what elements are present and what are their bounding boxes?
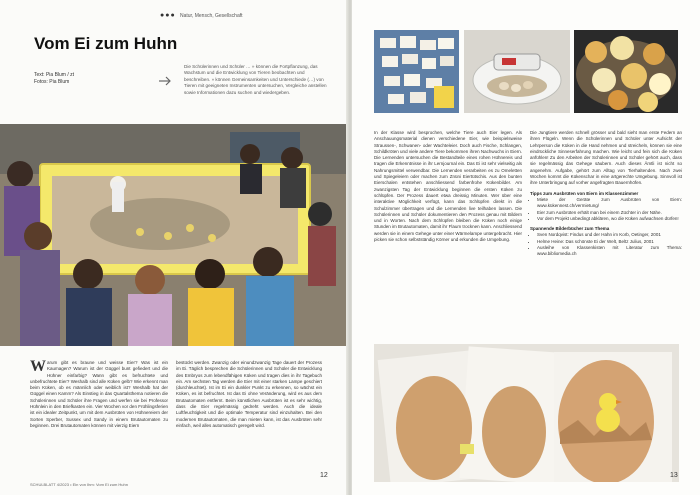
right-column-1: In der Klasse wird besprochen, welche Tiere auch Eier legen. Als Anschauungsmaterial dienen verschiedene Eier, wie beispielsweise Straussen-, Schwanen- oder Wachteleier. Doch auch Fische, Schlangen, Schildkröten und viele andere Tiere bekommen ihren Nachwuchs in Eiern. Die Lernenden untersuchen die Bestandteile eines rohen Hühnereis und tragen die Erkenntnisse in ihr Lernjournal ein. Das Ei ist sehr vielseitig als Nahrungsmittel verwendbar. Die Lernenden verarbeiten es zu Omeletten und Spiegeleiern oder machen zum Znüni Eiertütschis. Aus den bunten Eierschalen entstehen anschliessend farbenfrohe Kükenbilder. Am zwanzigsten Tag der Entwicklung beginnen die ersten Küken zu schlüpfen. Der Prozess dauert etwa dreissig Minuten. Wer über eine interaktive Möglichkeit verfügt, kann das Schlüpfen direkt in die Schulzimmer übertragen und die Lernenden live teilhaben lassen. Die Schülerinnen und Schüler dokumentieren den Prozess genau mit Bildern und in Worten. Nach dem Schlüpfen bleiben die Küken noch einige Stunden im Brutautomaten, damit ihr Flaum trocknen kann. Anschliessend werden sie in einem Gehege unter einer Wärmelampe untergebracht. Hier picken sie schon selbstständig Körner und erkunden die Umgebung. (374, 130, 522, 243)
books-list (530, 232, 682, 257)
classroom-scene (0, 124, 350, 346)
photo-incubator (464, 30, 570, 113)
byline (34, 72, 74, 86)
rubric-dots: ●●● (160, 12, 176, 19)
left-column-2: bestückt werden. Zwanzig oder einundzwanzig Tage dauert der Prozess im Ei. Täglich besprechen die Schülerinnen und Schüler die Entwicklung des Embryos zum lebendfähigen Küken und tragen dies in ihr Tagebuch ein. Am sechsten Tag werden die Eier mit einer starken Lampe geschiert (durchleuchtet). Ist im Ei ein dunkler Punkt zu erkennen, so wächst ein Küken, es ist befruchtet. Ist das Ei ohne Veränderung, wird es aus dem Brutautomaten entfernt. Beim künstlichen Ausbrüten ist es sehr wichtig, dass die Eier regelmässig gedreht werden. Auch die ideale Luftfeuchtigkeit und die optimale Temperatur sind einzuhalten. Bei den modernen Brutautomaten, die man mieten kann, ist das Ausbrüten sehr einfach, weil alles automatisch geregelt wird. (176, 360, 322, 428)
tips-item-1: • Miete der Geräte zum Ausbrüten von Eiern: www.kükennest.ch/vermietung/ (537, 197, 682, 210)
page-number-left: 12 (320, 472, 328, 479)
right-column-2-text: Die Jungtiere werden schnell grösser und bald sieht man erste Federn an ihren Flügeln. Wenn die Schülerinnen und Schüler unter Aufsicht der Lehrperson die Küken in die Hand nehmen und streicheln, können sie eine eindrückliche Sinneserfahrung machen. Wie leicht und fein sich die Küken anfühlen! Zu den Arbeiten der Schülerinnen und Schüler gehört auch, dass sie regelmässig das Gehege säubern. Auch dieses Ämtli ist nicht so angenehm. Aufgabe, gehört zum Alltag von Tierhaltenden. Nach zwei Wochen kommt die Kükenschar in eine artgerechte Umgebung. Sinnvoll ist ihre Unterbringung auf vorher angefragten Bauernhöfen. (530, 130, 682, 186)
tips-item-2: • Eier zum Ausbrüten erhält man bei einem Züchter in der Nähe. (537, 210, 682, 216)
chicks-image (574, 30, 678, 113)
photo-credit: Fotos: Pia Blum (34, 79, 70, 85)
books-item-1: • Sven Nordqvist: Findus und der Hahn im Korb, Oetinger, 2001 (537, 232, 682, 238)
books-item-3: • Ausleihe von Klassenkisten mit Literatur zum Thema: www.bibliomedia.ch (537, 245, 682, 258)
classroom-photo (0, 124, 350, 346)
tips-list (530, 197, 682, 222)
incubator-image (464, 30, 570, 113)
egg-craft-image (374, 344, 679, 482)
books-item-2: • Helme Heine: Das schönste Ei der Welt, Beltz Julius, 2001 (537, 239, 682, 245)
rubric-label: Natur, Mensch, Gesellschaft (180, 13, 243, 19)
left-column-1-text: arum gibt es braune und weisse Eier? Was ist ein Kaumagen? Warum ist der Güggel bunt gefiedert und die Hühner einfarbig? Wann gibt es befruchtete und unbefruchtete Eier? Weshalb sind alle Küken gelb? Wie erkennt man beim Küken, ob es männlich oder weiblich ist? Weshalb hat der Güggel einen Kamm? Als Einstieg in das Quartalsthema notieren die Schülerinnen und Schüler ihre Fragen und werfen sie bei Professor Hühnlein in den Briefkasten ein. Vier Wochen vor den Frühlingsferien ist ein idealer Zeitpunkt, um mit dem Ausbrüten von Hühnereiern der Sorten Sperber, Sussex und Sandy in einem Brutautomaten zu beginnen. Drei Brutautomaten können mit vierzig Eiern (30, 360, 168, 428)
photo-egg-crafts (374, 344, 679, 482)
right-column-2 (530, 130, 682, 258)
left-column-1 (30, 360, 168, 429)
tips-heading: Tipps zum Ausbrüten von Eiern im Klassenzimmer (530, 190, 639, 196)
text-credit: Text: Pia Blum / zt (34, 72, 75, 78)
photo-wall-notes (374, 30, 459, 113)
article-title: Vom Ei zum Huhn (34, 34, 178, 53)
books-heading: Spannende Bilderbücher zum Thema (530, 226, 610, 232)
right-page (352, 0, 700, 495)
drop-cap: W (30, 358, 46, 375)
photo-chicks (574, 30, 678, 113)
note-wall-image (374, 30, 459, 113)
learning-goals: Die Schülerinnen und Schüler … » können die Fortpflanzung, das Wachstum und die Entwicklung von Tieren beobachten und beschreiben. » können Gemeinsamkeiten und Unterschiede (…) von Tieren mit geeigneten Instrumenten untersuchen, Vergleiche anstellen sowie Informationen dazu suchen und wiedergeben. (184, 64, 327, 95)
tips-item-3: • Vor dem Projekt unbedingt abklären, wo die Küken aufwachsen dürfen! (537, 216, 682, 222)
arrow-right-icon (158, 74, 172, 88)
page-number-right: 13 (670, 472, 678, 479)
footer-left: SCHULBLATT 4/2023 • Ein von Ihm: Vom Ei zum Huhn (30, 482, 128, 487)
